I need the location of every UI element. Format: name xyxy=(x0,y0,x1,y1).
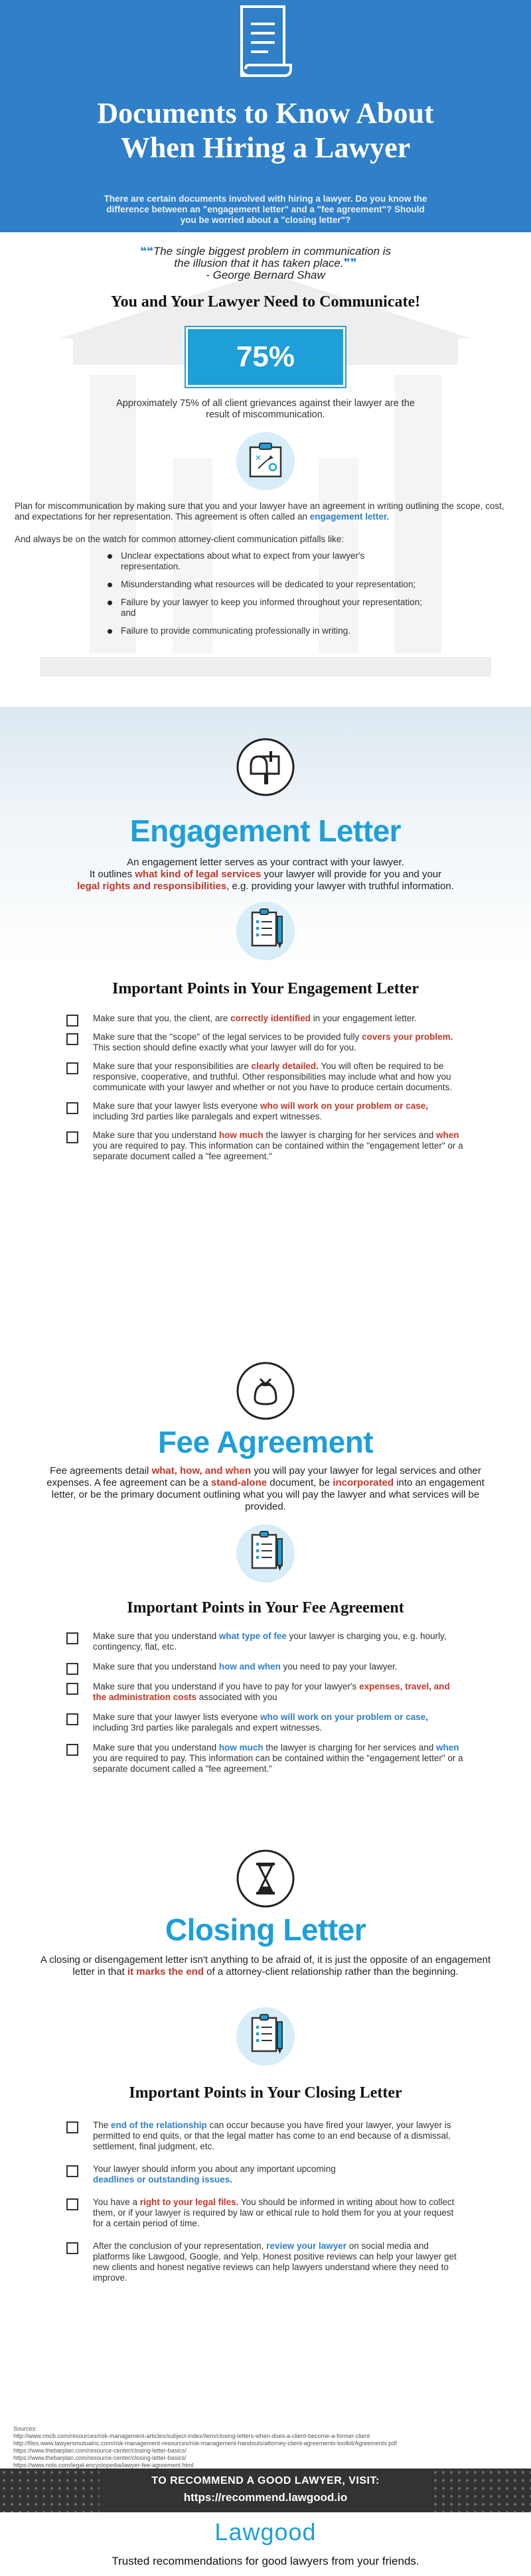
checklist-icon xyxy=(235,900,296,962)
list-item xyxy=(66,1101,465,1122)
fee-intro-highlight: incorporated xyxy=(333,1477,394,1488)
closing-intro xyxy=(40,1954,491,1978)
item-text: on social media and platforms like Lawgood, Google, and Yelp. Honest positive reviews can help your lawyer get new clients and honest negative reviews can help lawyers understand where they need to improve. xyxy=(93,2241,457,2283)
document-scroll-icon xyxy=(238,4,293,78)
mailbox-icon xyxy=(235,737,296,798)
communicate-section xyxy=(0,232,531,707)
fee-points-title: Important Points in Your Fee Agreement xyxy=(127,1599,404,1616)
item-text: Make sure that your lawyer lists everyone xyxy=(93,1101,258,1111)
closing-section xyxy=(0,1848,531,2425)
item-highlight: who will work on your problem or case, xyxy=(260,1712,428,1722)
item-text: you need to pay your lawyer. xyxy=(283,1662,398,1672)
fee-title: Fee Agreement xyxy=(157,1425,374,1459)
engagement-intro-highlight: what kind of legal services xyxy=(135,869,262,880)
item-text: can occur because you have fired your lawyer, your lawyer is permitted to end quits, or that the legal matter has come to an end because of a dismissal, settlement, final judgment, etc. xyxy=(93,2120,451,2151)
title-line-1: Documents to Know About xyxy=(97,97,434,129)
item-text: Make sure that you understand xyxy=(93,1662,217,1672)
header-intro: There are certain documents involved with hiring a lawyer. Do you know the difference between an "engagement letter" and a "fee agreement"? Should you be worried about a "closing letter"? xyxy=(104,194,427,225)
item-text: you are required to pay. This information can be contained within the "engagement letter" or a separate document called a "fee agreement." xyxy=(93,1141,463,1161)
fee-intro-highlight: stand-alone xyxy=(210,1477,267,1488)
checkbox[interactable] xyxy=(66,2121,78,2133)
list-item xyxy=(66,2241,465,2283)
checkbox[interactable] xyxy=(66,1015,78,1027)
plan-highlight: engagement letter. xyxy=(309,512,390,522)
closing-points-title: Important Points in Your Closing Letter xyxy=(129,2084,402,2102)
item-highlight: when xyxy=(436,1743,459,1753)
engagement-intro-part: It outlines xyxy=(89,869,133,880)
item-text: including 3rd parties like paralegals and expert witnesses. xyxy=(93,1111,323,1121)
engagement-intro-line1: An engagement letter serves as your contract with your lawyer. xyxy=(127,857,404,868)
fee-intro-part: you will pay your lawyer for legal services and other expenses. A fee agreement can be a xyxy=(46,1465,481,1488)
item-text: the lawyer is charging for her services and xyxy=(266,1130,434,1140)
engagement-intro xyxy=(63,857,468,893)
list-item xyxy=(66,1631,465,1652)
list-item xyxy=(66,1712,465,1733)
item-text: Make sure that your lawyer lists everyone xyxy=(93,1712,258,1722)
tagline: Trusted recommendations for good lawyers from your friends. xyxy=(112,2555,419,2567)
checkbox[interactable] xyxy=(66,2198,78,2210)
logo-text: Lawgood xyxy=(214,2518,317,2545)
quote xyxy=(133,246,398,281)
item-highlight: who will work on your problem or case, xyxy=(260,1101,428,1111)
list-item xyxy=(66,1130,465,1162)
item-text: You should be informed in writing about how to collect them, or if your lawyer is required by law or ethical rule to hold them for you at your request for a certain period of time. xyxy=(93,2197,455,2228)
item-highlight: deadlines or outstanding issues. xyxy=(93,2175,233,2184)
engagement-intro-part: , e.g. providing your lawyer with truthful information. xyxy=(226,881,454,892)
checkbox[interactable] xyxy=(66,1713,78,1725)
engagement-checklist xyxy=(66,1013,465,1162)
item-highlight: expenses, travel, and the administration costs xyxy=(93,1682,450,1702)
item-highlight: end of the relationship xyxy=(111,2120,207,2130)
item-text: Make sure that your responsibilities are xyxy=(93,1061,249,1071)
quote-open-icon: ❝❝ xyxy=(139,245,153,257)
engagement-points-title: Important Points in Your Engagement Letter xyxy=(112,980,419,997)
item-text: This section should define exactly what your lawyer will do for you. xyxy=(93,1042,356,1052)
fee-section xyxy=(0,1360,531,1848)
fee-intro-part: Fee agreements detail xyxy=(50,1465,149,1476)
source-link[interactable]: https://www.thebarplan.com/resource-center/closing-letter-basics/ xyxy=(13,2455,187,2461)
pitfalls-list xyxy=(106,551,425,644)
engagement-title: Engagement Letter xyxy=(129,814,402,848)
list-item xyxy=(66,1662,465,1672)
footer xyxy=(0,2425,531,2576)
checkbox[interactable] xyxy=(66,2242,78,2254)
source-link[interactable]: https://www.nolo.com/legal-encyclopedia/lawyer-fee-agreement.html xyxy=(13,2462,194,2469)
checkbox[interactable] xyxy=(66,1683,78,1695)
checklist-icon xyxy=(235,1523,296,1584)
page-title xyxy=(0,96,531,165)
fee-intro-part: into an engagement letter, or be the primary document outlining what you will pay the lawyer and what services will be provided. xyxy=(51,1477,485,1512)
fee-checklist xyxy=(66,1631,465,1774)
item-highlight: right to your legal files. xyxy=(139,2197,239,2207)
list-item: Failure to provide communicating professionally in writing. xyxy=(106,626,425,636)
hourglass-icon xyxy=(235,1848,296,1909)
closing-intro-part: of a attorney-client relationship rather than the beginning. xyxy=(206,1966,459,1977)
item-highlight: correctly identified xyxy=(230,1013,311,1023)
engagement-section xyxy=(0,707,531,1360)
item-highlight: how much xyxy=(218,1130,264,1140)
checkbox[interactable] xyxy=(66,1632,78,1644)
closing-intro-part: A closing or disengagement letter isn't anything to be afraid of, it is just the opposite of an engagement letter in that xyxy=(40,1954,491,1977)
list-item xyxy=(66,2197,465,2229)
source-link[interactable]: http://files.www.lawyersmutualnc.com/risk-management-resources/risk-management-handouts/attorney-client-agreements-toolkit/Agreements.pdf xyxy=(13,2440,397,2447)
stat-text: Approximately 75% of all client grievances against their lawyer are the result of miscommunication. xyxy=(116,398,415,420)
stat-badge: 75% xyxy=(186,327,345,387)
list-item xyxy=(66,2120,465,2152)
list-item: Failure by your lawyer to keep you informed throughout your representation; and xyxy=(106,597,425,618)
fee-intro-highlight: what, how, and when xyxy=(151,1465,252,1476)
cta-link[interactable]: https://recommend.lawgood.io xyxy=(183,2491,348,2504)
plan-body: Plan for miscommunication by making sure that you and your lawyer have an agreement in writing outlining the scope, cost, and expectations for her representation. This agreement is often called an xyxy=(15,501,504,522)
item-text: your lawyer is charging you, e.g. hourly, contingency, flat, etc. xyxy=(93,1631,447,1652)
item-text: in your engagement letter. xyxy=(313,1013,417,1023)
list-item: Unclear expectations about what to expect from your lawyer's representation. xyxy=(106,551,425,572)
item-text: associated with you xyxy=(198,1692,277,1702)
sources-label: Sources: xyxy=(13,2425,37,2432)
communicate-heading: You and Your Lawyer Need to Communicate! xyxy=(110,293,421,311)
checkbox[interactable] xyxy=(66,1062,78,1074)
plan-text xyxy=(15,501,519,522)
item-text: You have a xyxy=(93,2197,138,2207)
checkbox[interactable] xyxy=(66,1744,78,1756)
list-item xyxy=(66,2164,465,2185)
lawgood-logo xyxy=(0,2518,531,2546)
item-highlight: review your lawyer xyxy=(266,2241,346,2251)
item-text: Make sure that you understand xyxy=(93,1743,217,1753)
item-text: Make sure that you understand xyxy=(93,1631,217,1641)
closing-title: Closing Letter xyxy=(165,1912,366,1947)
item-text: you are required to pay. This information can be contained within the "engagement letter" or a separate document called a "fee agreement." xyxy=(93,1753,463,1774)
list-item xyxy=(66,1743,465,1774)
cta-text: TO RECOMMEND A GOOD LAWYER, VISIT: xyxy=(151,2475,380,2486)
item-highlight: when xyxy=(436,1130,459,1140)
engagement-intro-highlight: legal rights and responsibilities xyxy=(77,881,227,892)
item-highlight: how and when xyxy=(218,1662,281,1672)
item-highlight: what type of fee xyxy=(218,1631,287,1641)
item-highlight: clearly detailed. xyxy=(251,1061,319,1071)
item-text: Make sure that the "scope" of the legal services to be provided fully xyxy=(93,1032,360,1042)
checkbox[interactable] xyxy=(66,1033,78,1045)
closing-intro-highlight: it marks the end xyxy=(127,1966,204,1977)
quote-text: The single biggest problem in communication is the illusion that it has taken place. xyxy=(153,245,392,269)
item-text: Make sure that you understand if you have to pay for your lawyer's xyxy=(93,1682,357,1691)
list-item: Misunderstanding what resources will be dedicated to your representation; xyxy=(106,579,425,590)
engagement-intro-part: your lawyer will provide for you and your xyxy=(264,869,442,880)
source-link[interactable]: https://www.thebarplan.com/resource-center/closing-letter-basics/ xyxy=(13,2447,187,2454)
item-text: After the conclusion of your representation, xyxy=(93,2241,264,2251)
fee-intro-part: document, be xyxy=(269,1477,331,1488)
list-item xyxy=(66,1682,465,1703)
item-highlight: how much xyxy=(218,1743,264,1753)
item-text: You will often be required to be responsive, cooperative, and truthful. Other responsibilities may include what and how you communicate with your lawyer and whether or not you have to produce certain documents. xyxy=(93,1061,453,1092)
header xyxy=(0,0,531,232)
watch-text: And always be on the watch for common attorney-client communication pitfalls like: xyxy=(15,534,344,544)
cta-band xyxy=(0,2469,531,2512)
checkbox[interactable] xyxy=(66,2165,78,2177)
closing-checklist xyxy=(66,2120,465,2283)
item-text: The xyxy=(93,2120,109,2130)
checkbox[interactable] xyxy=(66,1131,78,1143)
item-text: the lawyer is charging for her services and xyxy=(266,1743,434,1753)
title-line-2: When Hiring a Lawyer xyxy=(120,131,411,164)
item-text: including 3rd parties like paralegals and expert witnesses. xyxy=(93,1723,323,1733)
item-text: Make sure that you understand xyxy=(93,1130,217,1140)
quote-close-icon: ❞❞ xyxy=(343,257,357,269)
money-bag-icon xyxy=(235,1360,296,1421)
quote-attribution: - George Bernard Shaw xyxy=(206,269,325,281)
fee-intro xyxy=(40,1465,491,1513)
item-text: Make sure that you, the client, are xyxy=(93,1013,228,1023)
list-item xyxy=(66,1013,465,1024)
item-text: Your lawyer should inform you about any important upcoming xyxy=(93,2164,336,2174)
svg-text:✕: ✕ xyxy=(255,453,262,463)
checkbox[interactable] xyxy=(66,1102,78,1114)
item-highlight: covers your problem. xyxy=(362,1032,453,1042)
checkbox[interactable] xyxy=(66,1663,78,1675)
list-item xyxy=(66,1061,465,1093)
source-link[interactable]: http://www.rmcb.com/resources/risk-management-articles/subject-index/item/closing-letters-when-does-a-client-become-a-former-client xyxy=(13,2433,370,2439)
list-item xyxy=(66,1032,465,1053)
checklist-icon xyxy=(235,2006,296,2067)
strategy-board-icon xyxy=(236,431,295,491)
